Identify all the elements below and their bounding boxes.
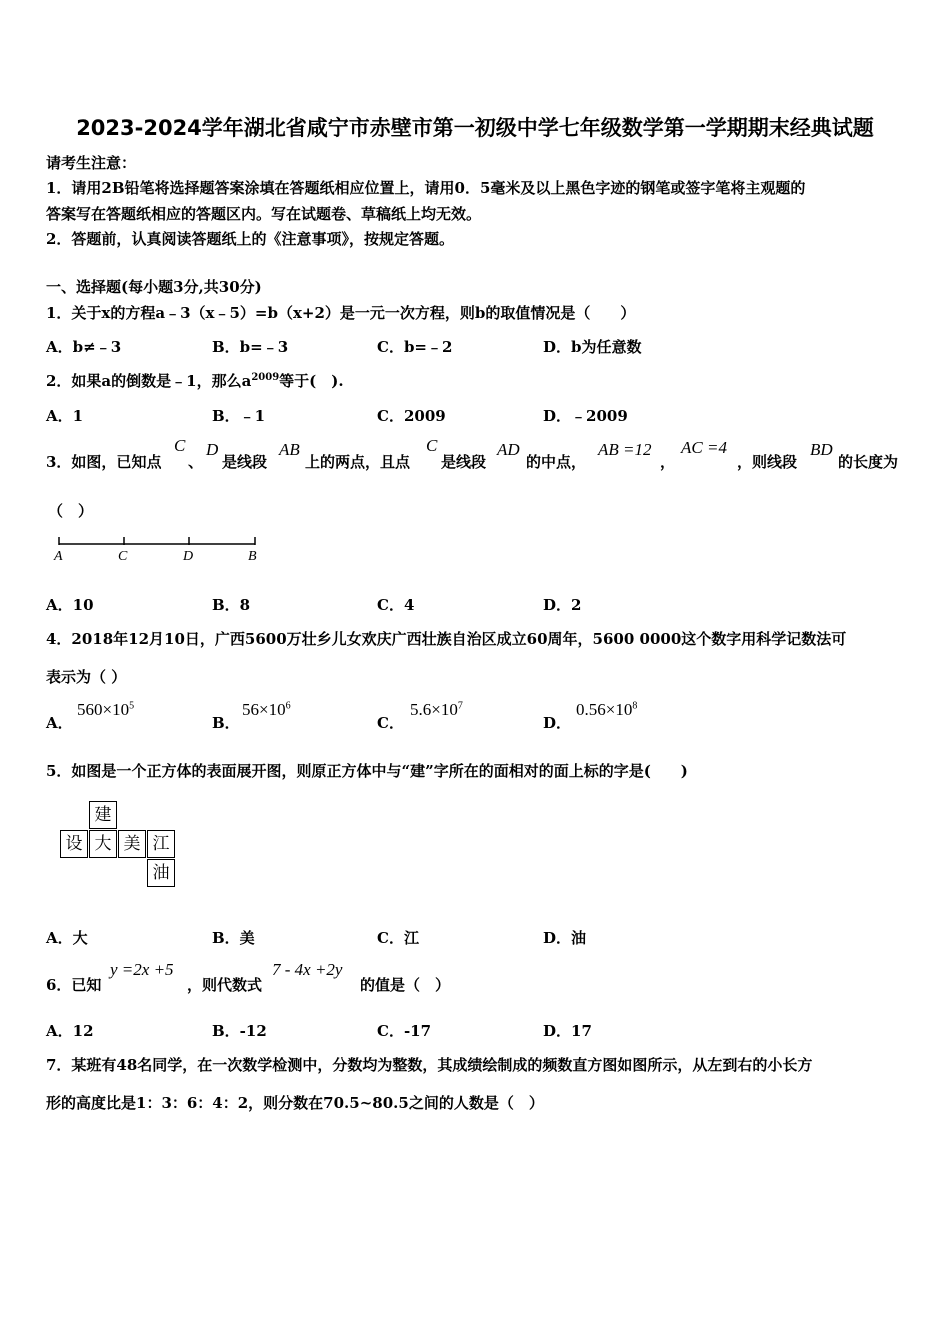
question-text: 3．如图，已知点 [46,453,162,471]
net-face-jiang: 江 [147,830,175,858]
math-c: C [174,436,186,455]
stem-text: 等于( ). [279,372,344,390]
math-eq1: AB =12 [598,440,652,459]
label-d: D [183,549,194,564]
option-b: B．b=﹣3 [212,338,289,356]
math-c: C [426,436,438,455]
math-ab: AB [279,440,300,459]
answer-paren: （ ） [48,502,94,520]
question-stem: 4．2018年12月10日，广西5600万壮乡儿女欢庆广西壮族自治区成立60周年，5600 0000这个数字用科学记数法可 [46,630,847,648]
math-ad: AD [497,440,520,459]
math-eq2: AC =4 [681,438,727,457]
option-d: D．b为任意数 [543,338,642,356]
net-face-da: 大 [89,830,117,858]
notice-line: 2．答题前，认真阅读答题纸上的《注意事项》，按规定答题。 [46,230,454,248]
option-a: A．b≠﹣3 [46,338,122,356]
expr-base: 5.6×10 [410,700,458,719]
expr-exp: 5 [129,700,135,712]
math-expr2: 7 - 4x +2y [272,960,343,979]
option-c: C．-17 [377,1022,432,1040]
notice-heading: 请考生注意： [46,154,137,172]
stem-text: 2．如果a的倒数是﹣1，那么a [46,372,252,390]
net-face-jian: 建 [89,801,117,829]
expr-base: 0.56×10 [576,700,633,719]
net-face-mei: 美 [118,830,146,858]
option-a: A．大 [46,929,88,947]
option-a-expr [77,700,134,720]
option-c: C．江 [377,929,419,947]
option-b: B．﹣1 [212,407,266,425]
math-expr1: y =2x +5 [110,960,174,979]
option-c: C．b=﹣2 [377,338,453,356]
option-a: A．12 [46,1022,94,1040]
question-text: ，则线段 [737,453,798,471]
expr-exp: 8 [632,700,638,712]
option-d: D．油 [543,929,587,947]
question-text: 是线段 [222,453,268,471]
question-text: 的长度为 [838,453,899,471]
option-d-letter: D． [543,714,572,732]
question-stem: 1．关于x的方程a﹣3（x﹣5）=b（x+2）是一元一次方程，则b的取值情况是（ ） [46,304,636,322]
question-stem: 形的高度比是1：3：6：4：2，则分数在70.5~80.5之间的人数是（ ） [46,1094,544,1112]
question-text: 是线段 [441,453,487,471]
expr-base: 560×10 [77,700,130,719]
expr-base: 56×10 [242,700,286,719]
label-a: A [54,549,63,564]
question-text: 6．已知 [46,976,102,994]
option-c-letter: C． [377,714,404,732]
section-heading: 一、选择题(每小题3分,共30分) [46,278,262,296]
option-b-letter: B． [212,714,240,732]
option-d: D．﹣2009 [543,407,628,425]
label-c: C [118,549,128,564]
notice-line: 1．请用2B铅笔将选择题答案涂填在答题纸相应位置上，请用0．5毫米及以上黑色字迹的钢笔或签字笔将主观题的 [46,179,806,197]
option-b: B．-12 [212,1022,267,1040]
question-text: 上的两点，且点 [305,453,411,471]
option-c: C．2009 [377,407,446,425]
option-b-expr [242,700,291,720]
option-c: C．4 [377,596,415,614]
exponent: 2009 [251,372,280,383]
question-stem: 5．如图是一个正方体的表面展开图，则原正方体中与“建”字所在的面相对的面上标的字是( ) [46,762,688,780]
question-text: ， [660,453,676,471]
option-b: B．8 [212,596,251,614]
question-stem [46,370,344,391]
label-b: B [248,549,257,564]
math-bd: BD [810,440,833,459]
question-stem: 表示为（ ） [46,668,127,686]
notice-line: 答案写在答题纸相应的答题区内。写在试题卷、草稿纸上均无效。 [46,205,482,223]
question-text: ，则代数式 [187,976,263,994]
option-d: D．2 [543,596,582,614]
option-a: A．10 [46,596,94,614]
net-face-she: 设 [60,830,88,858]
question-text: 的值是（ ） [360,976,451,994]
question-text: 、 [188,453,204,471]
math-d: D [206,440,219,459]
question-stem: 7．某班有48名同学，在一次数学检测中，分数均为整数，其成绩绘制成的频数直方图如图所示，从左到右的小长方 [46,1056,813,1074]
expr-exp: 7 [457,700,463,712]
page-title: 2023-2024学年湖北省咸宁市赤壁市第一初级中学七年级数学第一学期期末经典试题 [76,116,874,140]
question-text: 的中点， [526,453,587,471]
option-a: A．1 [46,407,84,425]
option-b: B．美 [212,929,255,947]
option-a-letter: A． [46,714,73,732]
segment-figure [50,532,270,566]
option-d-expr [576,700,637,720]
option-c-expr [410,700,463,720]
net-face-you: 油 [147,859,175,887]
expr-exp: 6 [285,700,291,712]
option-d: D．17 [543,1022,592,1040]
